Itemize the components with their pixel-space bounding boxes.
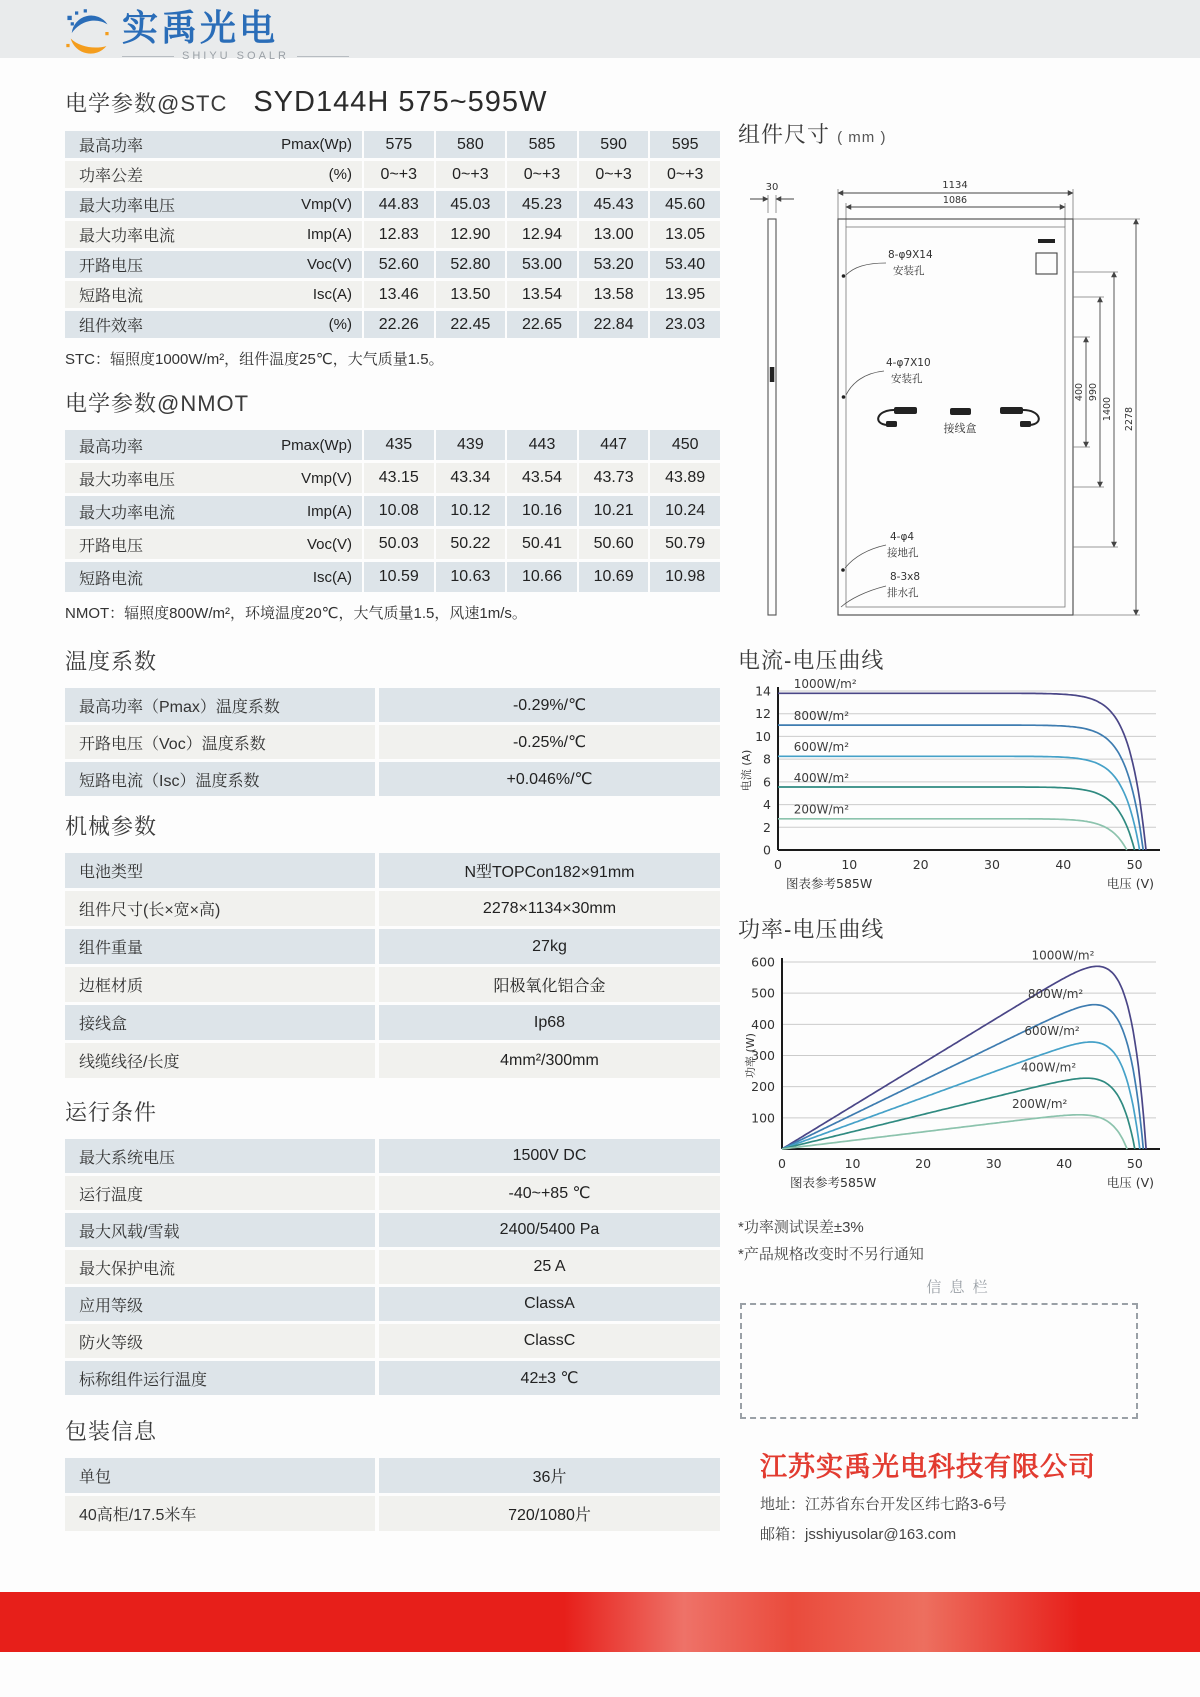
operating-title: 运行条件 <box>65 1100 158 1125</box>
table-row <box>65 929 720 964</box>
row-label: 最大风载/雪载 <box>65 1213 375 1247</box>
row-value: 10.21 <box>579 496 649 526</box>
row-value: 50.22 <box>436 529 506 559</box>
row-value: 53.00 <box>507 251 577 278</box>
row-value: 36片 <box>379 1458 720 1493</box>
row-value: 45.23 <box>507 191 577 218</box>
footnote-power-tolerance: *功率测试误差±3% <box>738 1219 864 1236</box>
row-label: 组件重量 <box>65 929 375 964</box>
row-value: 447 <box>579 430 649 460</box>
stc-table <box>65 131 720 338</box>
brand-name-cn: 实禹光电 <box>122 7 279 48</box>
dim-junction-box-label: 接线盒 <box>943 422 977 435</box>
row-value: 12.83 <box>364 221 434 248</box>
row-value: 580 <box>436 131 506 158</box>
table-row <box>65 1496 720 1531</box>
x-tick-label: 0 <box>778 1156 786 1171</box>
y-tick-label: 8 <box>763 751 771 767</box>
temp-coeff-title: 温度系数 <box>65 649 158 674</box>
company-address: 地址：江苏省东台开发区纬七路3-6号 <box>760 1496 1007 1513</box>
row-label: 组件尺寸(长×宽×高) <box>65 891 375 926</box>
y-tick-label: 200 <box>751 1079 775 1095</box>
mechanical-title: 机械参数 <box>65 814 158 839</box>
row-symbol: Isc(A) <box>312 286 352 303</box>
row-value: 22.45 <box>436 311 506 338</box>
row-value: 2278×1134×30mm <box>379 891 720 926</box>
table-row <box>65 1005 720 1040</box>
series-label: 800W/m² <box>1027 986 1084 1001</box>
row-value: 585 <box>507 131 577 158</box>
row-value: 43.73 <box>579 463 649 493</box>
table-row <box>65 131 720 158</box>
y-tick-label: 600 <box>751 954 775 970</box>
row-value: 13.95 <box>650 281 720 308</box>
table-row <box>65 891 720 926</box>
row-value: 50.41 <box>507 529 577 559</box>
y-tick-label: 14 <box>755 683 771 699</box>
row-symbol: Voc(V) <box>306 256 352 273</box>
row-symbol: Pmax(Wp) <box>281 136 352 153</box>
row-value: 0~+3 <box>436 161 506 188</box>
y-tick-label: 6 <box>763 774 771 790</box>
row-label: 开路电压 <box>79 537 144 555</box>
row-value: 43.54 <box>507 463 577 493</box>
series-label: 200W/m² <box>1012 1096 1068 1111</box>
dim-thickness: 30 <box>765 182 779 193</box>
brand-logo <box>62 6 349 62</box>
y-axis-label: 电流 (A) <box>740 749 753 792</box>
pv-chart-title: 功率-电压曲线 <box>738 917 885 942</box>
row-value: -0.29%/℃ <box>379 688 720 722</box>
table-row <box>65 496 720 526</box>
series-label: 600W/m² <box>1024 1024 1080 1039</box>
iv-chart-title: 电流-电压曲线 <box>738 648 885 673</box>
row-value: 443 <box>507 430 577 460</box>
x-tick-label: 40 <box>1056 1156 1073 1171</box>
table-row <box>65 1458 720 1493</box>
row-value: Ip68 <box>379 1005 720 1040</box>
model-title: SYD144H 575~595W <box>253 86 548 118</box>
dim-drain-holes: 8-3x8 <box>890 571 921 583</box>
logo-globe-icon <box>62 6 114 58</box>
table-row <box>65 725 720 759</box>
row-value: 10.63 <box>436 562 506 592</box>
dim-1400: 1400 <box>1102 396 1113 422</box>
row-label: 最大功率电压 <box>79 471 176 489</box>
row-symbol: Isc(A) <box>312 568 352 586</box>
row-value: 45.03 <box>436 191 506 218</box>
y-axis-label: 功率 (W) <box>744 1033 757 1078</box>
row-value: 23.03 <box>650 311 720 338</box>
packaging-title: 包装信息 <box>65 1419 158 1444</box>
dim-mount-holes-2-label: 安装孔 <box>891 373 923 385</box>
table-row <box>65 463 720 493</box>
row-value: ClassA <box>379 1287 720 1321</box>
table-row <box>65 1176 720 1210</box>
x-tick-label: 50 <box>1126 1156 1143 1171</box>
row-value: 45.43 <box>579 191 649 218</box>
footer-red-bar <box>0 1592 1200 1652</box>
row-value: 4mm²/300mm <box>379 1043 720 1078</box>
row-value: 50.79 <box>650 529 720 559</box>
x-tick-label: 40 <box>1055 857 1072 872</box>
row-label: 最大功率电流 <box>79 504 176 522</box>
operating-table <box>65 1139 720 1395</box>
row-value: 13.50 <box>436 281 506 308</box>
table-row <box>65 762 720 796</box>
row-value: 22.84 <box>579 311 649 338</box>
row-value: 2400/5400 Pa <box>379 1213 720 1247</box>
row-value: N型TOPCon182×91mm <box>379 853 720 888</box>
row-value: 12.94 <box>507 221 577 248</box>
y-tick-label: 2 <box>763 819 771 835</box>
row-value: ClassC <box>379 1324 720 1358</box>
row-value: 10.59 <box>364 562 434 592</box>
row-label: 边框材质 <box>65 967 375 1002</box>
row-value: 13.00 <box>579 221 649 248</box>
row-value: 0~+3 <box>579 161 649 188</box>
y-tick-label: 4 <box>763 797 771 813</box>
y-tick-label: 12 <box>755 706 771 722</box>
nmot-table <box>65 430 720 592</box>
x-tick-label: 20 <box>915 1156 932 1171</box>
stc-section-title: 电学参数@STC <box>65 91 228 116</box>
row-symbol: Vmp(V) <box>301 469 352 487</box>
row-value: 12.90 <box>436 221 506 248</box>
row-value: 13.05 <box>650 221 720 248</box>
table-row <box>65 1324 720 1358</box>
iv-chart-svg <box>738 679 1168 894</box>
y-tick-label: 100 <box>751 1110 775 1126</box>
nmot-section-title: 电学参数@NMOT <box>65 391 250 416</box>
dim-2278: 2278 <box>1124 406 1135 432</box>
dim-width-outer: 1134 <box>942 180 968 191</box>
x-tick-label: 30 <box>984 857 1000 872</box>
row-label: 单包 <box>65 1458 375 1493</box>
row-symbol: Imp(A) <box>307 502 352 520</box>
table-row <box>65 1250 720 1284</box>
row-value: 10.16 <box>507 496 577 526</box>
series-label: 800W/m² <box>793 708 850 723</box>
table-row <box>65 529 720 559</box>
table-row <box>65 161 720 188</box>
row-label: 最高功率 <box>79 438 144 456</box>
table-row <box>65 311 720 338</box>
row-value: -0.25%/℃ <box>379 725 720 759</box>
series-label: 600W/m² <box>793 740 850 755</box>
infobar-label: 信 息 栏 <box>926 1279 990 1296</box>
row-value: 0~+3 <box>364 161 434 188</box>
row-symbol: Pmax(Wp) <box>281 436 352 454</box>
table-row <box>65 1139 720 1173</box>
row-value: 0~+3 <box>650 161 720 188</box>
row-label: 短路电流 <box>79 288 144 305</box>
x-axis-label: 电压 (V) <box>1106 1175 1154 1190</box>
row-label: 开路电压（Voc）温度系数 <box>65 725 375 759</box>
table-row <box>65 688 720 722</box>
dim-width-inner: 1086 <box>942 195 968 206</box>
dim-mount-holes-2: 4-φ7X10 <box>886 357 931 369</box>
logo-dash-right <box>297 56 349 57</box>
row-value: 10.24 <box>650 496 720 526</box>
dimensions-unit: ( mm ) <box>837 129 887 146</box>
row-value: 13.58 <box>579 281 649 308</box>
row-value: 435 <box>364 430 434 460</box>
row-label: 功率公差 <box>79 168 144 185</box>
table-row <box>65 191 720 218</box>
y-tick-label: 400 <box>751 1016 775 1032</box>
row-label: 防火等级 <box>65 1324 375 1358</box>
row-label: 最大功率电压 <box>79 198 176 215</box>
row-label: 40高柜/17.5米车 <box>65 1496 375 1531</box>
footnote-spec-change: *产品规格改变时不另行通知 <box>738 1246 924 1263</box>
row-label: 短路电流 <box>79 570 144 588</box>
row-label: 标称组件运行温度 <box>65 1361 375 1395</box>
row-value: 590 <box>579 131 649 158</box>
row-value: 43.89 <box>650 463 720 493</box>
y-tick-label: 300 <box>751 1048 775 1063</box>
table-row <box>65 562 720 592</box>
nmot-note: NMOT：辐照度800W/m²，环境温度20℃，大气质量1.5，风速1m/s。 <box>65 605 527 622</box>
packaging-table <box>65 1458 720 1531</box>
table-row <box>65 281 720 308</box>
row-value: 1500V DC <box>379 1139 720 1173</box>
x-tick-label: 10 <box>841 857 858 872</box>
row-label: 线缆线径/长度 <box>65 1043 375 1078</box>
row-value: 10.66 <box>507 562 577 592</box>
series-label: 400W/m² <box>1020 1060 1077 1075</box>
x-tick-label: 50 <box>1126 857 1143 872</box>
row-value: 575 <box>364 131 434 158</box>
row-label: 最高功率 <box>79 138 144 155</box>
row-label: 接线盒 <box>65 1005 375 1040</box>
pv-chart-svg <box>738 948 1168 1193</box>
series-label: 1000W/m² <box>1031 948 1095 963</box>
x-axis-label: 电压 (V) <box>1106 876 1154 891</box>
x-tick-label: 10 <box>844 1156 861 1171</box>
table-row <box>65 1287 720 1321</box>
row-value: 720/1080片 <box>379 1496 720 1531</box>
table-row <box>65 221 720 248</box>
dim-400: 400 <box>1074 382 1085 402</box>
row-label: 开路电压 <box>79 258 144 275</box>
row-label: 应用等级 <box>65 1287 375 1321</box>
row-value: 52.60 <box>364 251 434 278</box>
dim-990: 990 <box>1088 382 1099 402</box>
row-value: 25 A <box>379 1250 720 1284</box>
logo-dash-left <box>122 56 174 57</box>
row-label: 运行温度 <box>65 1176 375 1210</box>
row-value: 53.40 <box>650 251 720 278</box>
row-value: 10.98 <box>650 562 720 592</box>
series-label: 200W/m² <box>793 802 850 817</box>
temp-coeff-table <box>65 688 720 796</box>
series-curve <box>782 1078 1135 1149</box>
dim-drain-holes-label: 排水孔 <box>887 587 919 599</box>
x-tick-label: 0 <box>774 857 782 872</box>
row-symbol: (%) <box>328 316 352 333</box>
row-value: 43.15 <box>364 463 434 493</box>
row-label: 最大功率电流 <box>79 228 176 245</box>
infobar-box <box>740 1303 1138 1419</box>
stc-note: STC：辐照度1000W/m²，组件温度25℃，大气质量1.5。 <box>65 351 444 368</box>
row-symbol: (%) <box>328 166 352 183</box>
row-value: 52.80 <box>436 251 506 278</box>
company-name: 江苏实禹光电科技有限公司 <box>760 1452 1096 1482</box>
row-value: 44.83 <box>364 191 434 218</box>
row-value: 10.69 <box>579 562 649 592</box>
row-value: 0~+3 <box>507 161 577 188</box>
row-value: 53.20 <box>579 251 649 278</box>
mechanical-table <box>65 853 720 1078</box>
y-tick-label: 0 <box>763 842 771 858</box>
table-row <box>65 853 720 888</box>
row-symbol: Imp(A) <box>307 226 352 243</box>
right-column <box>738 118 1178 1544</box>
x-tick-label: 30 <box>985 1156 1002 1171</box>
company-email: 邮箱：jsshiyusolar@163.com <box>760 1526 957 1543</box>
company-block <box>738 1445 1178 1544</box>
table-row <box>65 1213 720 1247</box>
row-label: 组件效率 <box>79 318 144 335</box>
row-symbol: Vmp(V) <box>301 196 352 213</box>
table-row <box>65 430 720 460</box>
row-value: 13.46 <box>364 281 434 308</box>
chart-reference-note: 图表参考585W <box>786 876 873 891</box>
chart-reference-note: 图表参考585W <box>790 1175 877 1190</box>
table-row <box>65 967 720 1002</box>
row-label: 最高功率（Pmax）温度系数 <box>65 688 375 722</box>
series-label: 1000W/m² <box>793 679 857 692</box>
row-value: +0.046%/℃ <box>379 762 720 796</box>
y-tick-label: 10 <box>755 728 771 744</box>
series-curve <box>778 819 1127 850</box>
row-value: 42±3 ℃ <box>379 1361 720 1395</box>
series-label: 400W/m² <box>793 770 850 785</box>
brand-name-en: SHIYU SOALR <box>122 50 349 62</box>
row-value: 22.65 <box>507 311 577 338</box>
left-column <box>65 86 720 1531</box>
table-row <box>65 251 720 278</box>
row-value: 43.34 <box>436 463 506 493</box>
row-value: 439 <box>436 430 506 460</box>
row-symbol: Voc(V) <box>306 535 352 553</box>
dimensions-title: 组件尺寸 ( mm ) <box>738 122 887 147</box>
table-row <box>65 1361 720 1395</box>
row-value: 27kg <box>379 929 720 964</box>
row-label: 最大系统电压 <box>65 1139 375 1173</box>
row-value: 595 <box>650 131 720 158</box>
row-value: 50.60 <box>579 529 649 559</box>
row-value: 10.08 <box>364 496 434 526</box>
row-value: 450 <box>650 430 720 460</box>
dim-ground-holes-label: 接地孔 <box>887 547 919 559</box>
dim-mount-holes-1-label: 安装孔 <box>893 265 925 277</box>
x-tick-label: 20 <box>912 857 929 872</box>
row-value: 45.60 <box>650 191 720 218</box>
row-label: 短路电流（Isc）温度系数 <box>65 762 375 796</box>
series-curve <box>782 1115 1127 1149</box>
dim-mount-holes-1: 8-φ9X14 <box>888 249 933 261</box>
row-value: 50.03 <box>364 529 434 559</box>
dimension-diagram <box>738 157 1178 625</box>
row-value: 22.26 <box>364 311 434 338</box>
row-value: 10.12 <box>436 496 506 526</box>
row-label: 电池类型 <box>65 853 375 888</box>
row-value: 阳极氧化铝合金 <box>379 967 720 1002</box>
y-tick-label: 500 <box>751 985 775 1001</box>
row-value: 13.54 <box>507 281 577 308</box>
table-row <box>65 1043 720 1078</box>
dim-ground-holes: 4-φ4 <box>890 531 915 543</box>
row-value: -40~+85 ℃ <box>379 1176 720 1210</box>
row-label: 最大保护电流 <box>65 1250 375 1284</box>
series-curve <box>782 1042 1140 1149</box>
